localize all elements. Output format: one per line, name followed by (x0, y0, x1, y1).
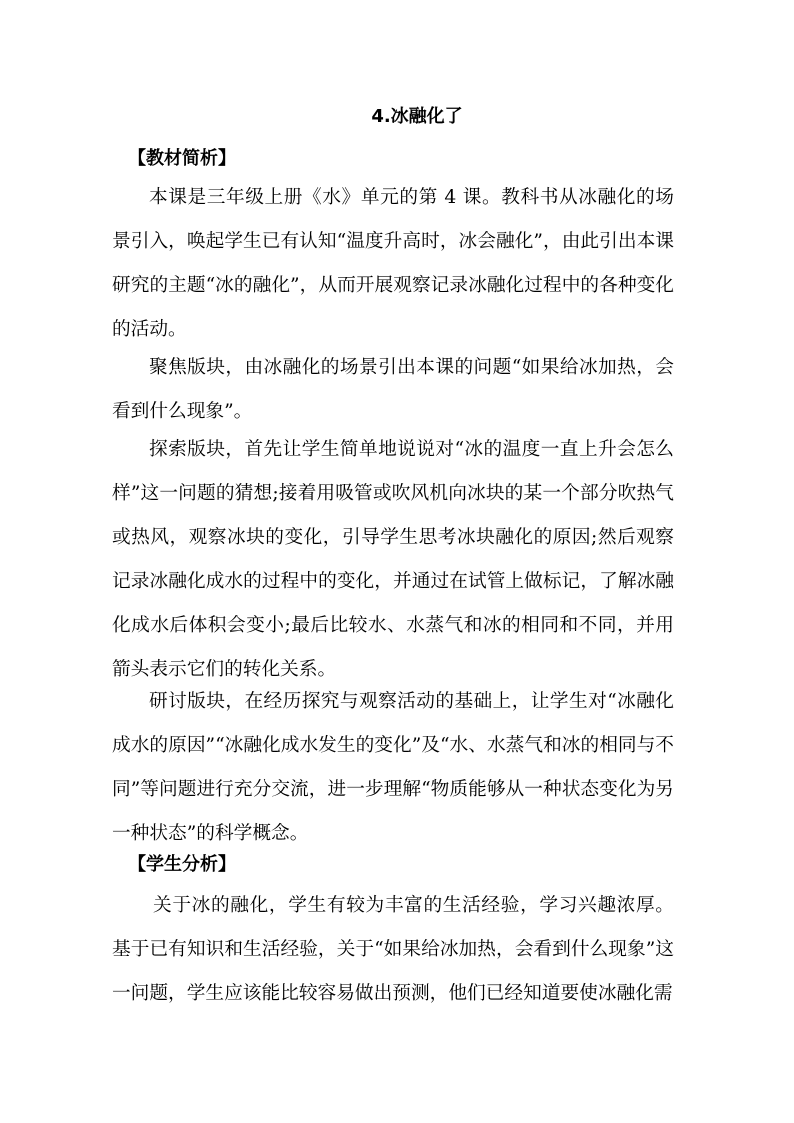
section-heading-textbook-analysis: 【教材简析】 (128, 148, 236, 169)
paragraph-explore: 探索版块，首先让学生简单地说说对“冰的温度一直上升会怎么样”这一问题的猜想;接着用吸管或吹风机向冰块的某一个部分吹热气或热风，观察冰块的变化，引导学生思考冰块融化的原因;然后观察记录冰融化成水的过程中的变化，并通过在试管上做标记，了解冰融化成水后体积会变小;最后比较水、水蒸气和冰的相同和不同，并用箭头表示它们的转化关系。 (112, 439, 674, 680)
document-title: 4.冰融化了 (371, 106, 463, 127)
section-heading-student-analysis: 【学生分析】 (128, 854, 236, 875)
paragraph-discuss: 研讨版块，在经历探究与观察活动的基础上，让学生对“冰融化成水的原因”“冰融化成水发生的变化”及“水、水蒸气和冰的相同与不同”等问题进行充分交流，进一步理解“物质能够从一种状态变化为另一种状态”的科学概念。 (112, 691, 674, 844)
paragraph-focus: 聚焦版块，由冰融化的场景引出本课的问题“如果给冰加热，会看到什么现象”。 (112, 357, 674, 422)
paragraph-student: 关于冰的融化，学生有较为丰富的生活经验，学习兴趣浓厚。基于已有知识和生活经验，关于“如果给冰加热，会看到什么现象”这一问题，学生应该能比较容易做出预测，他们已经知道要使冰融化需 (112, 895, 674, 1004)
paragraph-intro: 本课是三年级上册《水》单元的第 4 课。教科书从冰融化的场景引入，唤起学生已有认知“温度升高时，冰会融化”，由此引出本课研究的主题“冰的融化”，从而开展观察记录冰融化过程中的各种变化的活动。 (112, 187, 674, 340)
